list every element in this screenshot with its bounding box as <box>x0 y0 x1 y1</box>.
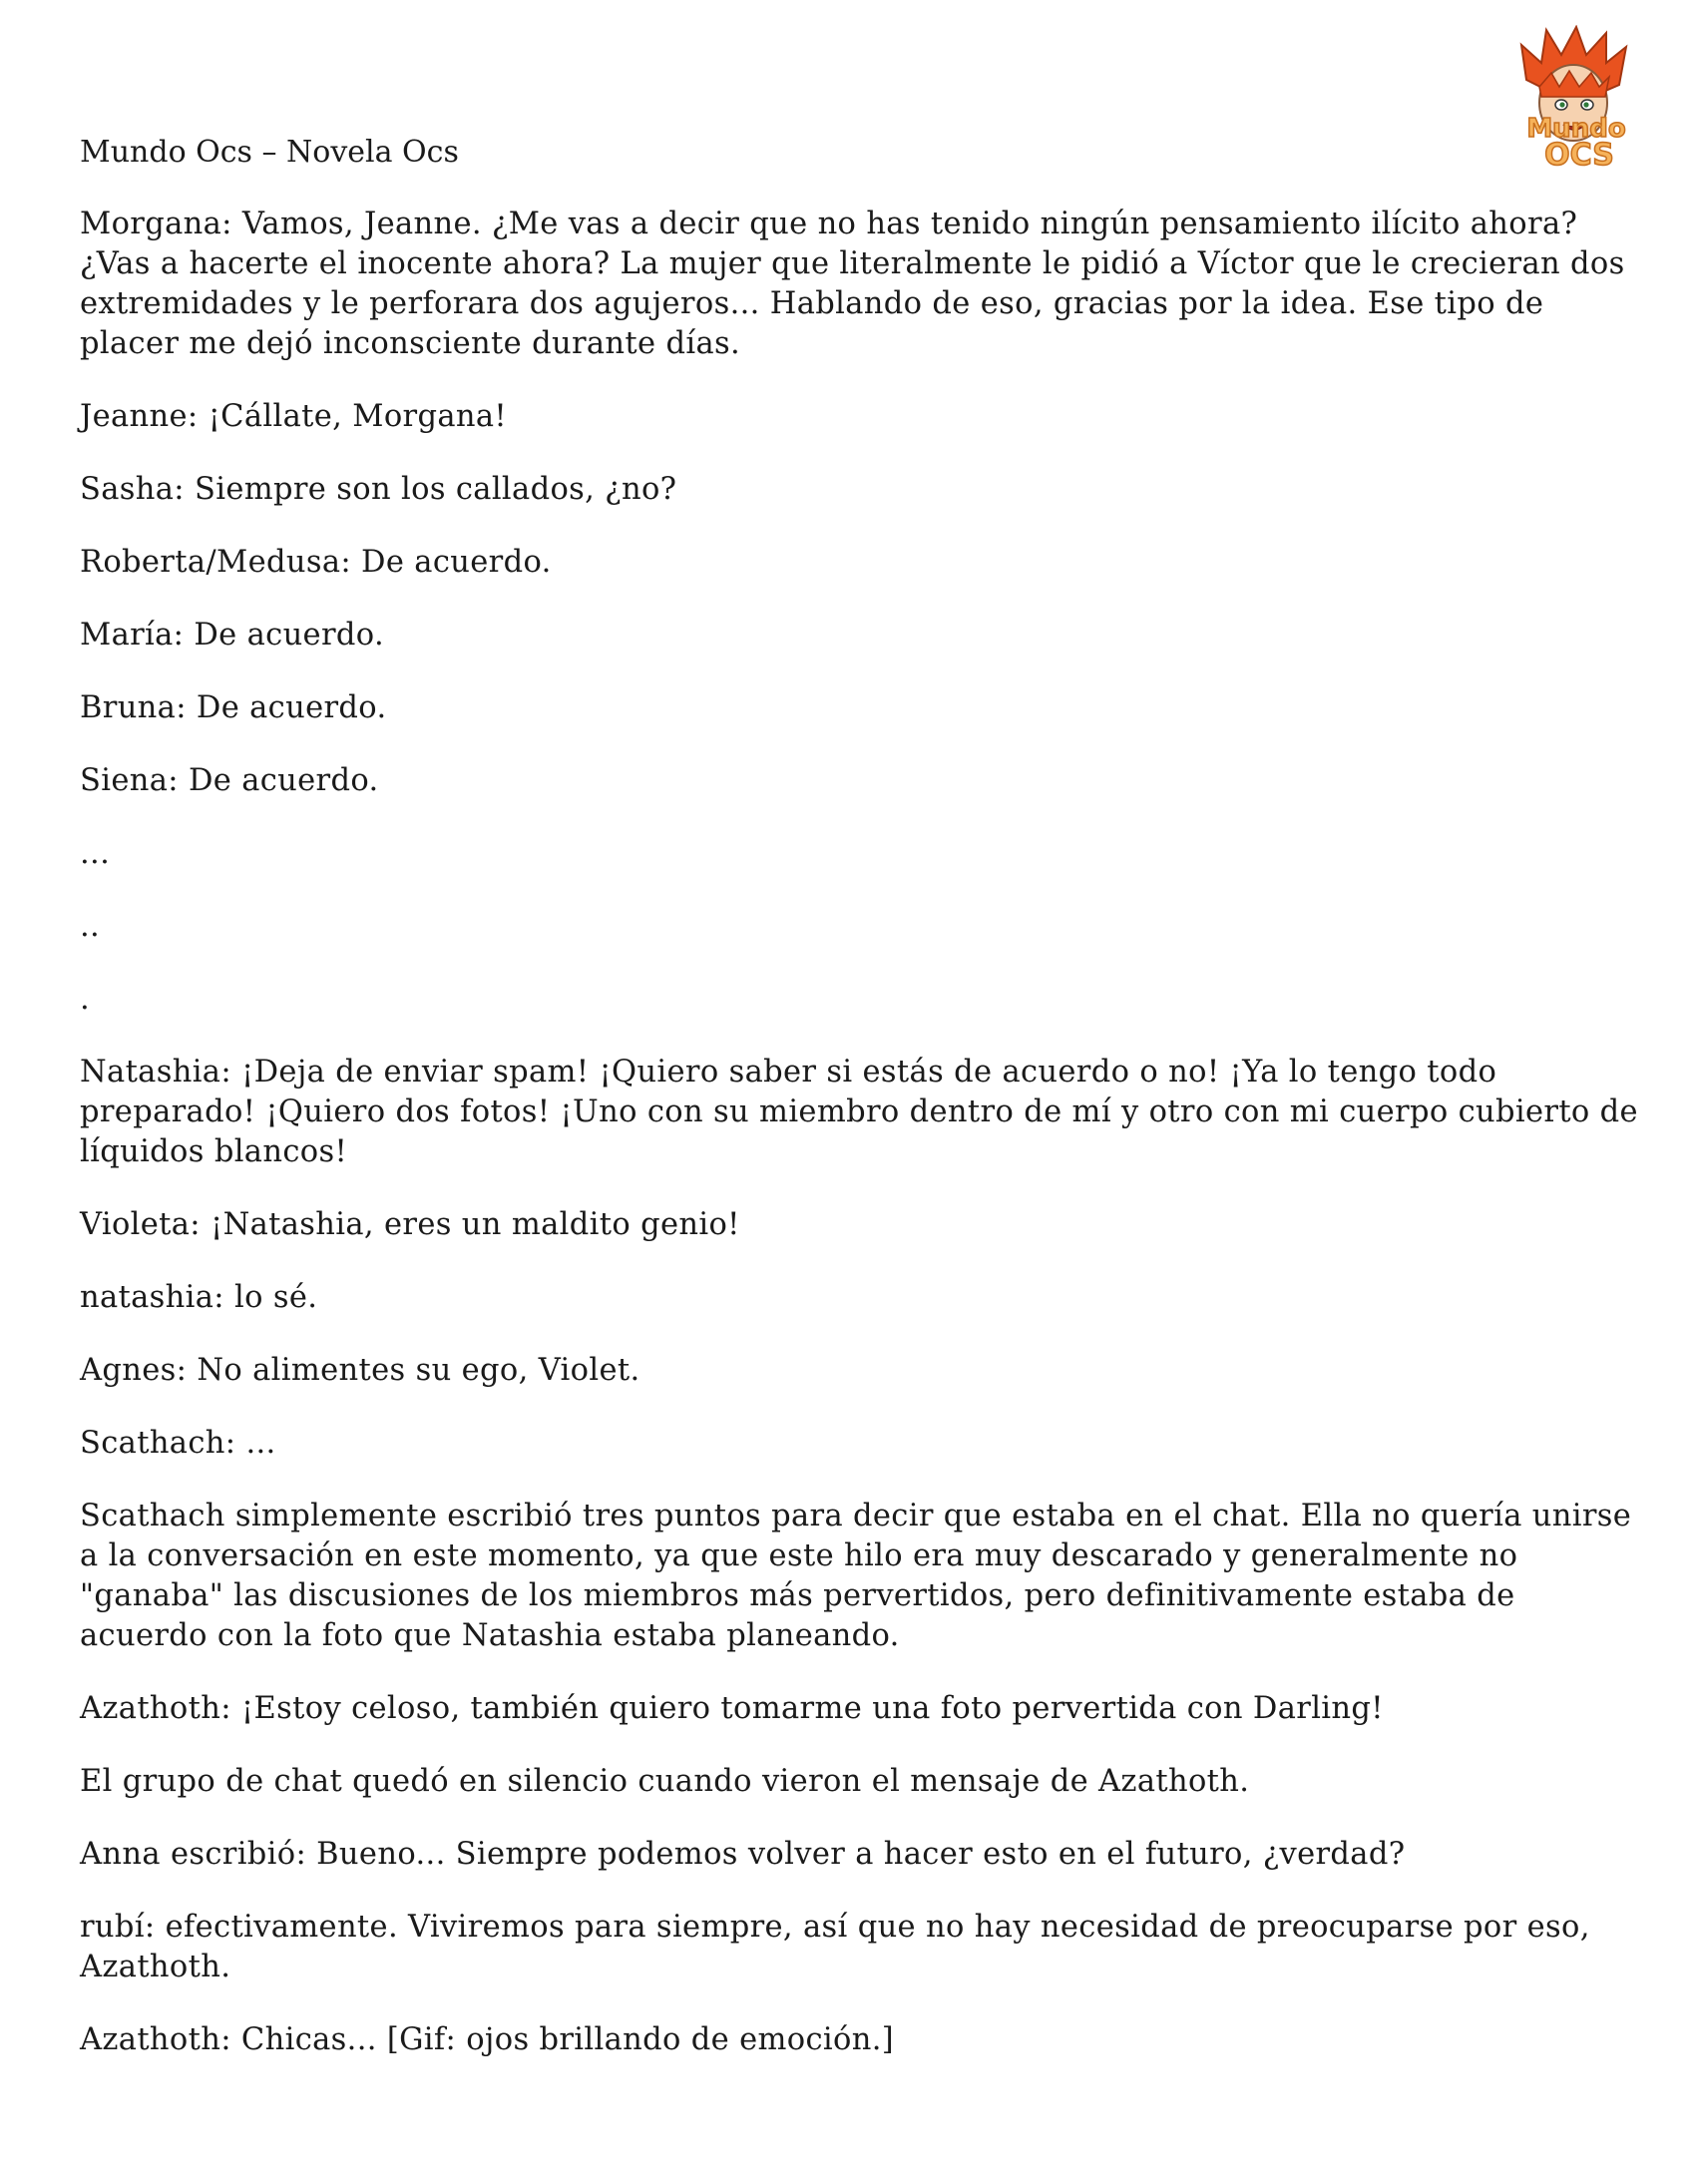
paragraph: Natashia: ¡Deja de enviar spam! ¡Quiero saber si estás de acuerdo o no! ¡Ya lo tengo todo preparado! ¡Quiero dos fotos! ¡Uno con su miembro dentro de mí y otro con mi cuerpo cubierto de líquidos blancos! <box>80 1055 1638 1169</box>
logo-text-bottom: OCS <box>1544 138 1614 173</box>
document-header-title: Mundo Ocs – Novela Ocs <box>80 135 459 170</box>
paragraph: Sasha: Siempre son los callados, ¿no? <box>80 472 677 507</box>
logo-text-top: Mundo <box>1526 114 1626 144</box>
document-body <box>80 205 1651 2093</box>
paragraph: .. <box>80 909 101 944</box>
paragraph: Siena: De acuerdo. <box>80 763 379 798</box>
paragraph: Violeta: ¡Natashia, eres un maldito genio! <box>80 1207 740 1242</box>
paragraph: Azathoth: ¡Estoy celoso, también quiero tomarme una foto pervertida con Darling! <box>80 1691 1384 1726</box>
paragraph: Azathoth: Chicas... [Gif: ojos brillando de emoción.] <box>80 2022 895 2057</box>
mundo-ocs-logo <box>1501 25 1651 175</box>
paragraph: Morgana: Vamos, Jeanne. ¿Me vas a decir que no has tenido ningún pensamiento ilícito ahora? ¿Vas a hacerte el inocente ahora? La mujer que literalmente le pidió a Víctor que le crecieran dos extremidades y le perforara dos agujeros... Hablando de eso, gracias por la idea. Ese tipo de placer me dejó inconsciente durante días. <box>80 207 1625 361</box>
paragraph: Agnes: No alimentes su ego, Violet. <box>80 1353 640 1388</box>
paragraph: ... <box>80 836 111 871</box>
logo-graphic <box>1501 25 1651 175</box>
paragraph: Roberta/Medusa: De acuerdo. <box>80 545 552 580</box>
paragraph: El grupo de chat quedó en silencio cuando vieron el mensaje de Azathoth. <box>80 1764 1250 1799</box>
paragraph: rubí: efectivamente. Viviremos para siempre, así que no hay necesidad de preocuparse por eso, Azathoth. <box>80 1910 1590 1984</box>
paragraph: Jeanne: ¡Cállate, Morgana! <box>80 399 507 434</box>
paragraph: natashia: lo sé. <box>80 1280 318 1315</box>
paragraph: María: De acuerdo. <box>80 618 384 653</box>
paragraph: Bruna: De acuerdo. <box>80 690 387 725</box>
paragraph: Anna escribió: Bueno... Siempre podemos volver a hacer esto en el futuro, ¿verdad? <box>80 1837 1406 1872</box>
paragraph: Scathach: ... <box>80 1426 276 1461</box>
paragraph: Scathach simplemente escribió tres puntos para decir que estaba en el chat. Ella no quería unirse a la conversación en este momento, ya que este hilo era muy descarado y generalmente no "ganaba" las discusiones de los miembros más pervertidos, pero definitivamente estaba de acuerdo con la foto que Natashia estaba planeando. <box>80 1499 1632 1653</box>
paragraph: . <box>80 982 91 1017</box>
